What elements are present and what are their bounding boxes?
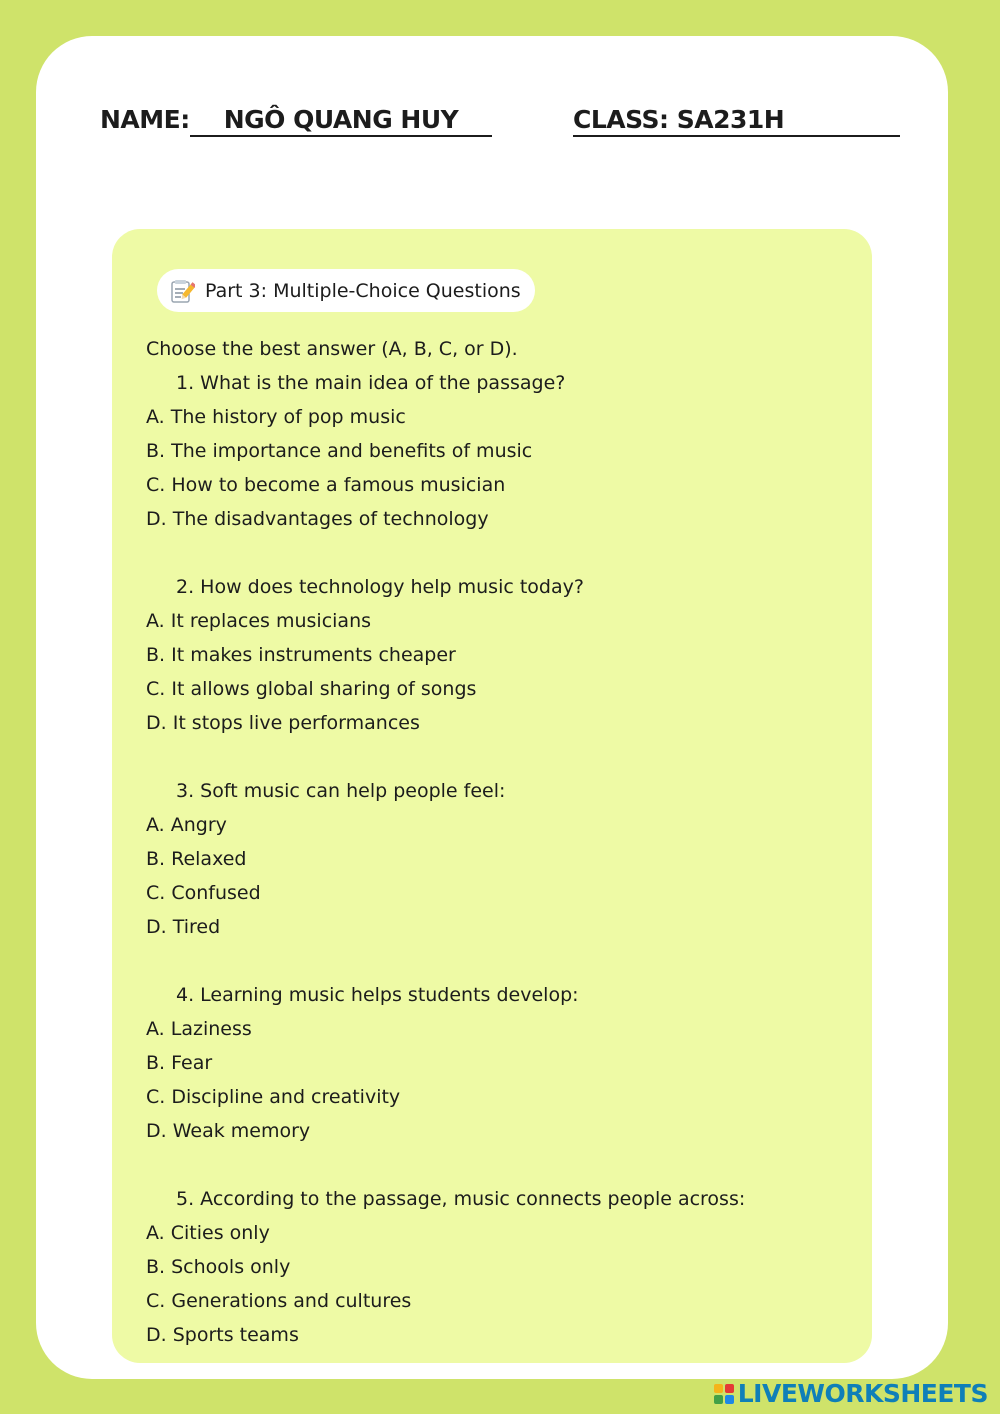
question-4-option-d[interactable]: D. Weak memory — [146, 1120, 311, 1142]
question-5-text: 5. According to the passage, music connects people across: — [176, 1188, 746, 1210]
watermark-text: LIVEWORKSHEETS — [737, 1379, 988, 1408]
question-2-option-d[interactable]: D. It stops live performances — [146, 712, 420, 734]
name-value: NGÔ QUANG HUY — [223, 105, 459, 134]
question-2-option-b[interactable]: B. It makes instruments cheaper — [146, 644, 456, 666]
question-2-option-a[interactable]: A. It replaces musicians — [146, 610, 372, 632]
spacer — [146, 536, 846, 570]
class-underline — [573, 135, 900, 137]
question-1-option-b[interactable]: B. The importance and benefits of music — [146, 440, 533, 462]
section-title: Part 3: Multiple-Choice Questions — [205, 279, 521, 302]
liveworksheets-watermark[interactable] — [714, 1379, 988, 1408]
question-4-text: 4. Learning music helps students develop: — [176, 984, 579, 1006]
question-2-option-c[interactable]: C. It allows global sharing of songs — [146, 678, 477, 700]
section-title-pill — [157, 269, 535, 312]
question-5-option-d[interactable]: D. Sports teams — [146, 1324, 299, 1346]
logo-square — [725, 1384, 734, 1393]
name-label: NAME: — [100, 105, 190, 134]
spacer — [146, 944, 846, 978]
question-3-option-b[interactable]: B. Relaxed — [146, 848, 247, 870]
memo-icon — [169, 278, 195, 304]
instructions: Choose the best answer (A, B, C, or D). — [146, 338, 518, 360]
question-5-option-a[interactable]: A. Cities only — [146, 1222, 270, 1244]
question-1-option-c[interactable]: C. How to become a famous musician — [146, 474, 506, 496]
class-text: CLASS: SA231H — [573, 105, 785, 134]
question-5-option-c[interactable]: C. Generations and cultures — [146, 1290, 412, 1312]
question-4-option-a[interactable]: A. Laziness — [146, 1018, 252, 1040]
name-underline — [190, 135, 492, 137]
question-3-option-c[interactable]: C. Confused — [146, 882, 261, 904]
spacer — [146, 740, 846, 774]
question-4-option-c[interactable]: C. Discipline and creativity — [146, 1086, 401, 1108]
question-3-option-a[interactable]: A. Angry — [146, 814, 227, 836]
student-header — [100, 105, 900, 145]
logo-square — [714, 1395, 723, 1404]
logo-square — [725, 1395, 734, 1404]
question-4-option-b[interactable]: B. Fear — [146, 1052, 213, 1074]
spacer — [146, 1148, 846, 1182]
question-1-option-a[interactable]: A. The history of pop music — [146, 406, 406, 428]
question-3-option-d[interactable]: D. Tired — [146, 916, 221, 938]
question-2-text: 2. How does technology help music today? — [176, 576, 584, 598]
question-1-text: 1. What is the main idea of the passage? — [176, 372, 566, 394]
question-5-option-b[interactable]: B. Schools only — [146, 1256, 291, 1278]
question-1-option-d[interactable]: D. The disadvantages of technology — [146, 508, 489, 530]
question-3-text: 3. Soft music can help people feel: — [176, 780, 506, 802]
logo-square — [714, 1384, 723, 1393]
liveworksheets-logo-icon — [714, 1384, 734, 1404]
questions-content — [146, 332, 846, 1352]
